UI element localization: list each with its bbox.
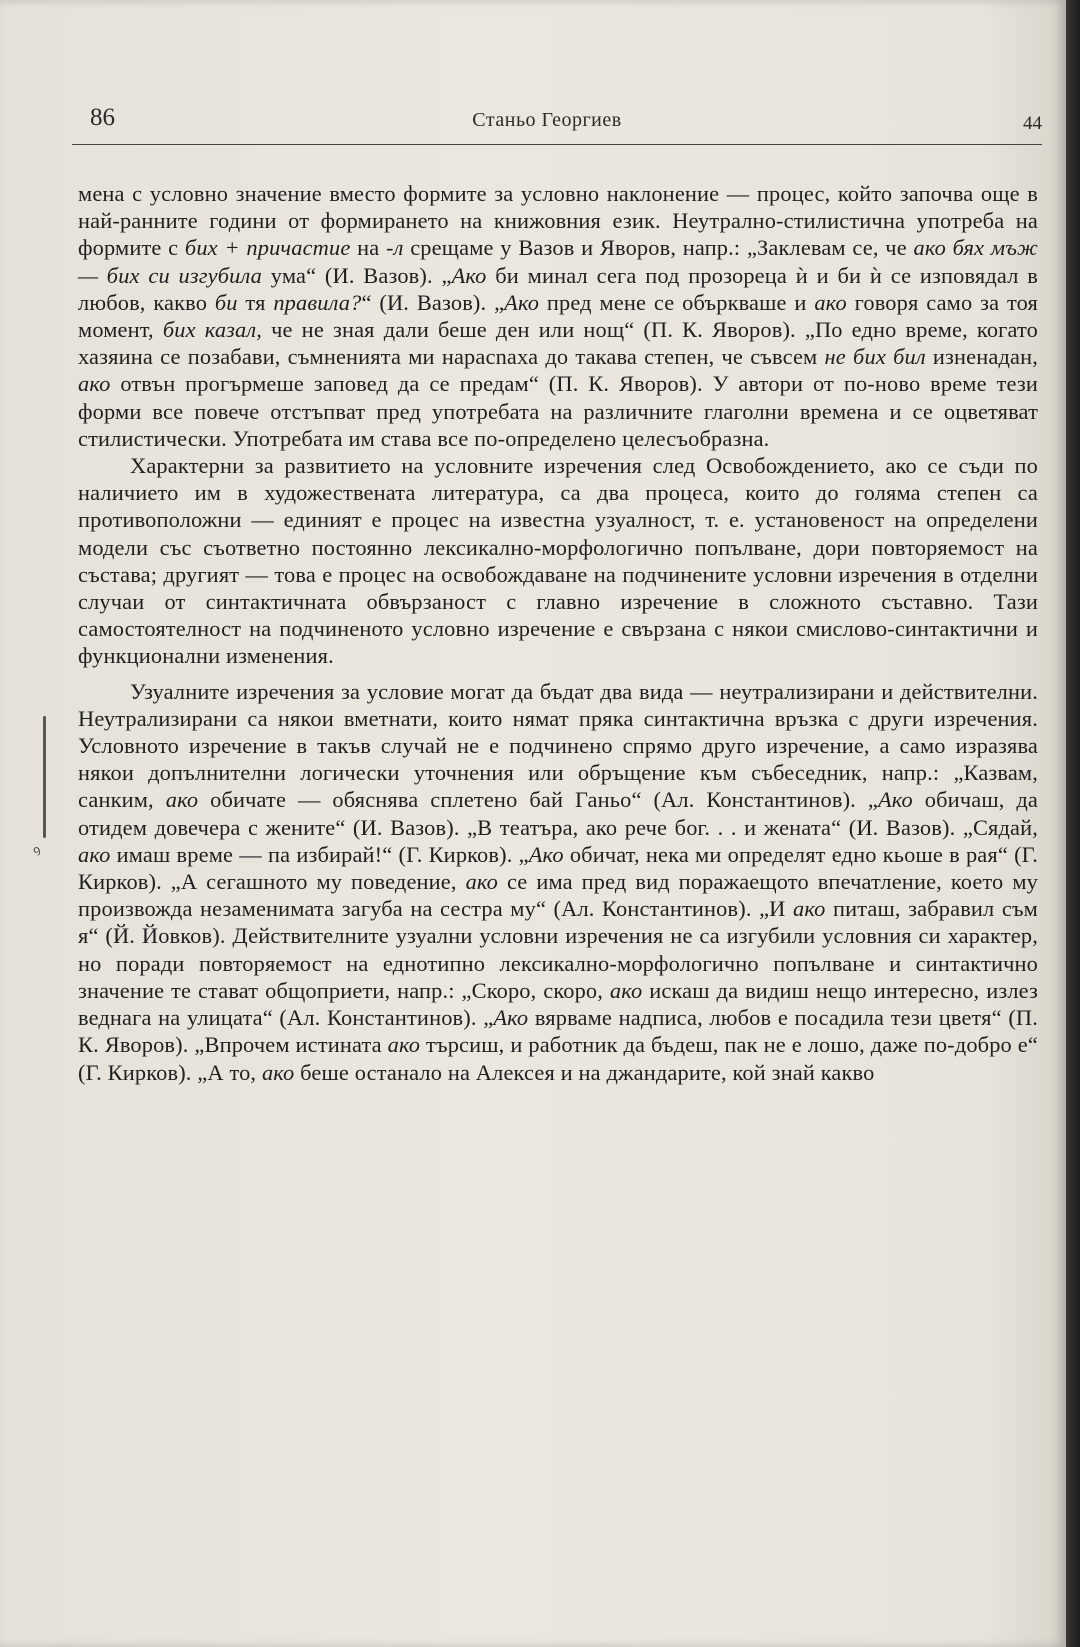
paragraph-2: [78, 452, 1038, 670]
italic-run: ако: [165, 787, 199, 813]
corner-number: 44: [1023, 113, 1042, 134]
text-run: пред мене се объркваше и: [539, 289, 815, 315]
paragraph-3: [78, 678, 1038, 1086]
text-run: искаш да видиш нещо интересно, излез веднага на улицата“ (Ал. Константинов). „: [78, 977, 1038, 1031]
italic-run: ако: [465, 869, 499, 895]
italic-run: ако: [78, 841, 111, 867]
text-run: говоря само за тоя момент,: [78, 289, 1039, 343]
italic-run: ако: [814, 289, 847, 315]
italic-run: бих + причастие: [184, 235, 351, 261]
italic-run: правила?: [273, 289, 362, 315]
header-rule: [72, 144, 1042, 145]
italic-run: Ако: [877, 787, 913, 813]
running-head: Станьо Георгиев: [472, 109, 622, 131]
italic-run: Ако: [493, 1005, 529, 1031]
italic-run: ако: [261, 1059, 295, 1085]
text-run: на: [350, 235, 387, 261]
body-text: [78, 180, 1038, 1086]
italic-run: бих казал,: [162, 317, 263, 343]
italic-run: ако: [792, 896, 826, 922]
text-run: би минал сега под прозореца ѝ и би ѝ се изповядал в любов, какво: [78, 262, 1038, 315]
text-run: Узуалните изречения за условие могат да бъдат два вида — неутрализирани и действителни. Неутрализирани са някои вметнати, които нямат пряка синтактична връзка с други изречения. Условното изречение в такъв случай не е подчинено спрямо друго изречение, а само изразява някои допълнителни логически уточнения или обръщение към събеседник, напр.: „Казвам, санким,: [78, 678, 1038, 813]
page-header: [72, 98, 1042, 146]
text-run: мена с условно значение вместо формите за условно наклонение — процес, който започва още в най-ранните години от формирането на книжовния език. Неутрално-стилистична употреба на формите с: [78, 181, 1038, 261]
text-run: се има пред вид поражаещото впечатление, което му произвожда незаменимата загуба на сестра му“ (Ал. Константинов). „И: [78, 869, 1038, 922]
book-spine: [1066, 0, 1080, 1647]
text-run: “ (И. Вазов). „: [361, 289, 505, 315]
text-run: ума“ (И. Вазов). „: [262, 262, 452, 288]
italic-run: ако: [78, 371, 111, 397]
italic-run: ако бях мъж — бих си изгубила: [78, 235, 1038, 288]
text-run: търсиш, и работник да бъдеш, пак не е лошо, даже по-добро е“ (Г. Кирков). „А то,: [78, 1032, 1038, 1085]
italic-run: не бих бил: [824, 344, 926, 370]
pencil-tick-mark: ꝰ: [30, 841, 45, 863]
italic-run: Ако: [504, 289, 540, 315]
italic-run: Ако: [451, 262, 487, 288]
italic-run: би: [214, 289, 238, 315]
italic-run: Ако: [528, 841, 564, 867]
text-run: Характерни за развитието на условните изречения след Освобождението, ако се съди по наличието им в художествената литература, са два процеса, които до голяма степен са противоположни — единият е процес на известна узуалност, т. е. установеност на определени модели със съответно постоянно лексикално-морфологично попълване, дори повторяемост на състава; другият — това е процес на освобождаване на подчинените условни изречения в отделни случаи от синтактичната обвързаност с главно изречение в сложното съставно. Тази самостоятелност на подчиненото условно изречение е свързана с някои смислово-синтактични и функционални изменения.: [78, 453, 1038, 669]
text-run: изненадан,: [925, 344, 1038, 370]
text-run: обичате — обяснява сплетено бай Ганьо“ (Ал. Константинов). „: [198, 787, 878, 813]
text-run: имаш време — па избирай!“ (Г. Кирков). „: [110, 841, 529, 867]
text-run: срещаме у Вазов и Яворов, напр.: „Заклевам се, че: [403, 235, 914, 261]
text-run: тя: [237, 289, 274, 315]
pencil-margin-mark: [43, 716, 46, 838]
text-run: че не зная дали беше ден или нощ“ (П. К. Яворов). „По едно време, когато хазяина се позабави, съмненията ми нарасnaха до такава степен, че съвсем: [78, 317, 1038, 370]
text-run: отвън прогърмеше заповед да се предам“ (П. К. Яворов). У автори от по-ново време тези форми все повече отстъпват пред употребата на различните глаголни времена и се оцветяват стилистически. Употребата им става все по-определено целесъобразна.: [78, 371, 1038, 451]
text-run: обичаш, да отидем довечера с жените“ (И. Вазов). „В театъра, ако рече бог. . . и жената“ (И. Вазов). „Сядай,: [78, 787, 1038, 840]
text-run: вярваме надписа, любов е посадила тези цветя“ (П. К. Яворов). „Впрочем истината: [78, 1005, 1038, 1058]
page-number: 86: [90, 104, 115, 131]
text-run: питаш, забравил съм я“ (Й. Йовков). Действителните узуални условни изречения не са изгубили условния си характер, но поради повторяемост на еднотипно лексикално-морфологично попълване и синтактично значение те стават общоприети, напр.: „Скоро, скоро,: [78, 896, 1038, 1003]
italic-run: ако: [387, 1032, 421, 1058]
paragraph-1: [78, 180, 1038, 452]
text-run: беше останало на Алексея и на джандарите, кой знай какво: [294, 1059, 875, 1085]
text-run: обичат, нека ми определят едно кьоше в рая“ (Г. Кирков). „А сегашното му поведение,: [78, 841, 1038, 895]
italic-run: ако: [609, 977, 643, 1003]
italic-run: -л: [386, 235, 404, 261]
